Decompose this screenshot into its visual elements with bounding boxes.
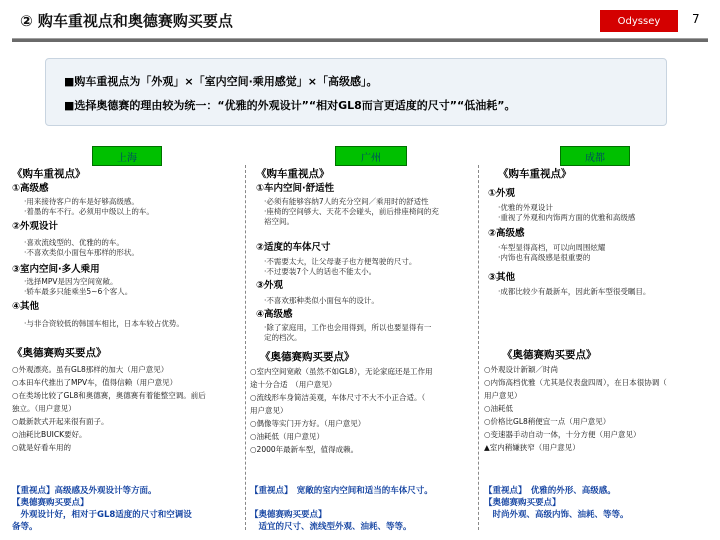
conclusion-line: 【奥德赛购买要点】 (484, 498, 561, 508)
point-heading: ②适度的车体尺寸 (256, 242, 331, 253)
column-divider (245, 165, 246, 530)
odyssey-item: ○油耗低（用户意见） (250, 432, 325, 441)
odyssey-item: ○最新款式开起来很有面子。 (12, 417, 109, 426)
model-badge: Odyssey (600, 10, 678, 32)
conclusion-line: 备等。 (12, 522, 38, 532)
point-item: ·不喜欢那种类似小面包车的设计。 (264, 296, 379, 305)
odyssey-item: ○外观设计新颖／时尚 (484, 365, 559, 374)
point-heading: ④其他 (12, 301, 40, 312)
odyssey-item: ○油耗低 (484, 404, 514, 413)
city-box-shanghai: 上海 (92, 146, 162, 166)
point-item: ·喜欢流线型的、优雅的的车。 (24, 238, 124, 247)
odyssey-item: ○内饰高档优雅（尤其是仪表盘四周），在日本很协调（ (484, 378, 667, 387)
point-item: ·优雅的外观设计 (498, 203, 553, 212)
conclusion-line: 【重视点】 宽敞的室内空间和适当的车体尺寸。 (250, 486, 433, 496)
point-item: ·必须有能够容纳7人的充分空间／乘用时的舒适性 (264, 197, 429, 206)
point-heading: ③外观 (256, 280, 284, 291)
point-heading: ②高级感 (488, 228, 525, 239)
conclusion-line: 适宜的尺寸、流线型外观、油耗、等等。 (250, 522, 412, 532)
odyssey-item: ○偶像等实门开方好。（用户意见） (250, 419, 366, 428)
summary-line-1: ■购车重视点为「外观」×「室内空间·乘用感觉」×「高级感」。 (64, 75, 378, 88)
page-title: ② 购车重视点和奥德赛购买要点 (20, 12, 233, 30)
odyssey-item: ○在类场比较了GL8和奥德赛，奥德赛有着能整空调。前后 (12, 391, 206, 400)
point-heading: ③室内空间·多人乘用 (12, 264, 100, 275)
odyssey-item: ○2000年最新车型，值得成赖。 (250, 445, 359, 454)
conclusion-line: 外观设计好，相对于GL8适度的尺寸和空调设 (12, 510, 192, 520)
purchase-points-heading: 《购车重视点》 (498, 168, 572, 180)
odyssey-item: ○外观漂亮。虽有GL8那样的加大（用户意见） (12, 365, 169, 374)
column-shanghai (12, 163, 240, 533)
odyssey-item: 用户意见） (484, 391, 522, 400)
point-item: ·轿车最多只能乘坐5~6个客人。 (24, 287, 133, 296)
header-rule (12, 38, 708, 42)
odyssey-item: ○就是好看车用的 (12, 443, 72, 452)
odyssey-item: ▲室内稍嫌狭窄（用户意见） (484, 443, 580, 452)
point-item: ·成都比较少有最新车，因此新车型很受瞩目。 (498, 287, 651, 296)
point-heading: ③其他 (488, 272, 516, 283)
point-item: ·选择MPV是因为空间宽敞。 (24, 277, 118, 286)
odyssey-item: 途十分合适 （用户意见） (250, 380, 337, 389)
odyssey-item: 用户意见） (250, 406, 288, 415)
odyssey-item: ○油耗比BUICK要好。 (12, 430, 87, 439)
odyssey-points-heading: 《奥德赛购买要点》 (502, 349, 597, 361)
city-box-chengdu: 成都 (560, 146, 630, 166)
point-heading: ①车内空间·舒适性 (256, 183, 335, 194)
point-item: 定的档次。 (264, 333, 302, 342)
point-item: ·不过要装7个人的话也不能太小。 (264, 267, 377, 276)
odyssey-item: ○本田车代推出了MPV车，值得信赖（用户意见） (12, 378, 178, 387)
point-item: ·座椅的空间够大、天花不会碰头，前后排座椅间的充 (264, 207, 439, 216)
page-number: 7 (692, 12, 700, 26)
point-heading: ①高级感 (12, 183, 49, 194)
column-guangzhou (250, 163, 474, 533)
conclusion-line: 【奥德赛购买要点】 (250, 510, 327, 520)
point-item: ·着墨的车不行。必须用中级以上的车。 (24, 207, 154, 216)
odyssey-item: ○变速器手动自动一体，十分方便（用户意见） (484, 430, 641, 439)
city-box-guangzhou: 广州 (335, 146, 407, 166)
odyssey-item: 独立。（用户意见） (12, 404, 76, 413)
odyssey-item: ○室内空间宽敞（虽然不如GL8），无论家庭还是工作用 (250, 367, 433, 376)
summary-line-2: ■选择奥德赛的理由较为统一：“优雅的外观设计”“相对GL8而言更适度的尺寸”“低油耗”。 (64, 99, 516, 112)
point-item: ·内饰也有高级感是很重要的 (498, 253, 591, 262)
point-heading: ②外观设计 (12, 221, 59, 232)
odyssey-points-heading: 《奥德赛购买要点》 (260, 351, 355, 363)
point-item: 裕空间。 (264, 217, 294, 226)
odyssey-points-heading: 《奥德赛购买要点》 (12, 347, 107, 359)
odyssey-item: ○价格比GL8稍便宜一点（用户意见） (484, 417, 611, 426)
point-item: ·不需要太大，让父母妻子也方便驾驶的尺寸。 (264, 257, 417, 266)
point-item: ·车型显得高档，可以向周围炫耀 (498, 243, 606, 252)
summary-box (45, 58, 667, 126)
conclusion-line: 时尚外观、高级内饰、油耗、等等。 (484, 510, 629, 520)
conclusion-line: 【重视点】 优雅的外形、高级感。 (484, 486, 616, 496)
conclusion-line: 【重视点】高级感及外观设计等方面。 (12, 486, 157, 496)
point-heading: ①外观 (488, 188, 516, 199)
purchase-points-heading: 《购车重视点》 (256, 168, 330, 180)
point-item: ·重视了外观和内饰两方面的优雅和高级感 (498, 213, 636, 222)
point-item: ·不喜欢类似小面包车那样的形状。 (24, 248, 139, 257)
column-chengdu (484, 163, 710, 533)
purchase-points-heading: 《购车重视点》 (12, 168, 86, 180)
point-item: ·除了家庭用，工作也会用得到，所以也要显得有一 (264, 323, 432, 332)
odyssey-item: ○流线形车身简洁美观，车体尺寸不大不小正合适。（ (250, 393, 426, 402)
point-item: ·与非合资较低的韩国车相比，日本车较占优势。 (24, 319, 184, 328)
point-item: ·用来接待客户的车是好够高级感。 (24, 197, 139, 206)
point-heading: ④高级感 (256, 309, 293, 320)
conclusion-line: 【奥德赛购买要点】 (12, 498, 89, 508)
